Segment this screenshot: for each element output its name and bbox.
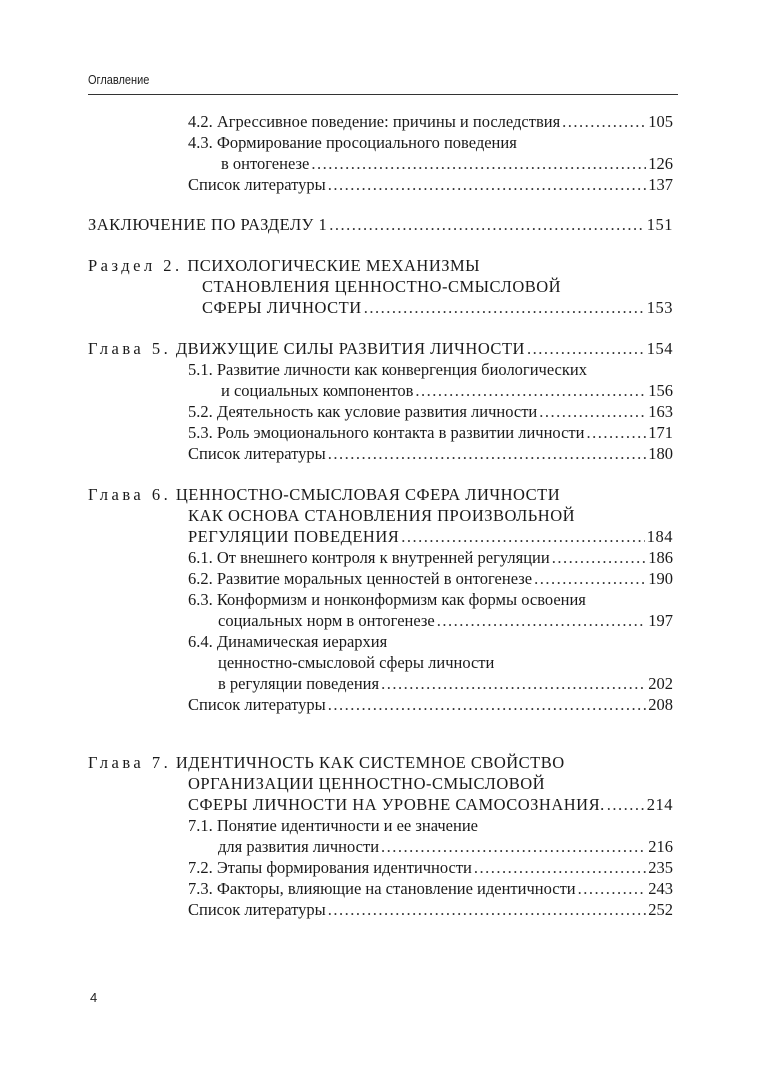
- page-ref: 153: [646, 298, 673, 317]
- leader-dots: [552, 547, 647, 568]
- leader-dots: [437, 610, 647, 631]
- running-head-title: Оглавление: [88, 73, 150, 87]
- leader-dots: [364, 297, 645, 318]
- toc-entry-6-4-cont[interactable]: в регуляции поведения ..... 202: [218, 673, 673, 694]
- leader-dots: [527, 338, 645, 359]
- toc-entry-chapter-5[interactable]: Глава 5. ДВИЖУЩИЕ СИЛЫ РАЗВИТИЯ ЛИЧНОСТИ ..... 154: [88, 338, 673, 359]
- page-ref: 197: [648, 611, 673, 630]
- leader-dots: [586, 422, 646, 443]
- page-ref: 154: [646, 339, 673, 358]
- toc-entry-7-3[interactable]: 7.3. Факторы, влияющие на становление идентичности ..... 243: [188, 878, 673, 899]
- toc-entry-4-3[interactable]: 4.3. Формирование просоциального поведения: [188, 133, 517, 152]
- leader-dots: [328, 899, 647, 920]
- toc-entry-chapter-6[interactable]: Глава 6. ЦЕННОСТНО-СМЫСЛОВАЯ СФЕРА ЛИЧНОСТИ: [88, 485, 561, 504]
- leader-dots: [381, 673, 646, 694]
- leader-dots: [474, 857, 646, 878]
- leader-dots: [329, 214, 645, 235]
- toc-entry-6-4[interactable]: 6.4. Динамическая иерархия: [188, 632, 388, 651]
- page-ref: 235: [648, 858, 673, 877]
- toc-entry-section-2[interactable]: Раздел 2. ПСИХОЛОГИЧЕСКИЕ МЕХАНИЗМЫ: [88, 256, 481, 275]
- toc-entry-ch7-references[interactable]: Список литературы ..... 252: [188, 899, 673, 920]
- toc-entry-chapter-7[interactable]: Глава 7. ИДЕНТИЧНОСТЬ КАК СИСТЕМНОЕ СВОЙСТВО: [88, 753, 565, 772]
- toc-entry-chapter-6-cont[interactable]: КАК ОСНОВА СТАНОВЛЕНИЯ ПРОИЗВОЛЬНОЙ: [188, 506, 576, 525]
- page-ref: 156: [648, 381, 673, 400]
- page-ref: 151: [646, 215, 673, 234]
- toc-entry-conclusion-section-1[interactable]: ЗАКЛЮЧЕНИЕ ПО РАЗДЕЛУ 1 ..... 151: [88, 214, 673, 235]
- toc-entry-chapter-6-cont[interactable]: РЕГУЛЯЦИИ ПОВЕДЕНИЯ ..... 184: [188, 526, 673, 547]
- toc-entry-ch6-references[interactable]: Список литературы ..... 208: [188, 694, 673, 715]
- section-label: Раздел 2.: [88, 256, 183, 275]
- chapter-label: Глава 7.: [88, 753, 172, 772]
- toc-entry-6-3-cont[interactable]: социальных норм в онтогенезе ..... 197: [218, 610, 673, 631]
- leader-dots: [539, 401, 646, 422]
- toc-entry-4-3-cont[interactable]: в онтогенезе ..... 126: [221, 153, 673, 174]
- toc-entry-ch5-references[interactable]: Список литературы ..... 180: [188, 443, 673, 464]
- page-ref: 214: [646, 795, 673, 814]
- page-ref: 137: [648, 175, 673, 194]
- toc-entry-7-2[interactable]: 7.2. Этапы формирования идентичности ..... 235: [188, 857, 673, 878]
- toc-entry-6-2[interactable]: 6.2. Развитие моральных ценностей в онтогенезе ..... 190: [188, 568, 673, 589]
- leader-dots: [311, 153, 646, 174]
- toc-entry-chapter-7-cont[interactable]: ОРГАНИЗАЦИИ ЦЕННОСТНО-СМЫСЛОВОЙ: [188, 774, 546, 793]
- page-ref: 216: [648, 837, 673, 856]
- toc-entry-5-1-cont[interactable]: и социальных компонентов ..... 156: [221, 380, 673, 401]
- toc-entry-5-3[interactable]: 5.3. Роль эмоционального контакта в развитии личности ..... 171: [188, 422, 673, 443]
- page-ref: 243: [648, 879, 673, 898]
- page-number: 4: [90, 990, 98, 1005]
- page-ref: 105: [648, 112, 673, 131]
- toc-entry-6-1[interactable]: 6.1. От внешнего контроля к внутренней регуляции ..... 186: [188, 547, 673, 568]
- toc-entry-5-2[interactable]: 5.2. Деятельность как условие развития личности ..... 163: [188, 401, 673, 422]
- toc-entry-5-1[interactable]: 5.1. Развитие личности как конвергенция биологических: [188, 360, 587, 379]
- chapter-label: Глава 6.: [88, 485, 172, 504]
- leader-dots: [328, 443, 647, 464]
- page-ref: 171: [648, 423, 673, 442]
- page-ref: 126: [648, 154, 673, 173]
- page-ref: 163: [648, 402, 673, 421]
- toc-entry-4-2[interactable]: 4.2. Агрессивное поведение: причины и последствия ..... 105: [188, 111, 673, 132]
- toc-entry-section-2-cont[interactable]: СТАНОВЛЕНИЯ ЦЕННОСТНО-СМЫСЛОВОЙ: [202, 277, 562, 296]
- leader-dots: [534, 568, 646, 589]
- toc-entry-7-1[interactable]: 7.1. Понятие идентичности и ее значение: [188, 816, 478, 835]
- page-ref: 202: [648, 674, 673, 693]
- toc-entry-6-3[interactable]: 6.3. Конформизм и нонконформизм как формы освоения: [188, 590, 586, 609]
- leader-dots: [607, 794, 645, 815]
- leader-dots: [562, 111, 646, 132]
- toc-entry-ch4-references[interactable]: Список литературы ..... 137: [188, 174, 673, 195]
- toc-entry-6-4-cont[interactable]: ценностно-смысловой сферы личности: [218, 653, 495, 672]
- page-ref: 190: [648, 569, 673, 588]
- chapter-label: Глава 5.: [88, 339, 172, 358]
- toc-entry-section-2-cont[interactable]: СФЕРЫ ЛИЧНОСТИ ..... 153: [202, 297, 673, 318]
- page-ref: 252: [648, 900, 673, 919]
- page-ref: 184: [646, 527, 673, 546]
- leader-dots: [381, 836, 646, 857]
- leader-dots: [415, 380, 646, 401]
- toc-entry-chapter-7-cont[interactable]: СФЕРЫ ЛИЧНОСТИ НА УРОВНЕ САМОСОЗНАНИЯ. ..... 214: [188, 794, 673, 815]
- page-ref: 208: [648, 695, 673, 714]
- page-ref: 186: [648, 548, 673, 567]
- leader-dots: [328, 174, 647, 195]
- page-ref: 180: [648, 444, 673, 463]
- leader-dots: [401, 526, 644, 547]
- leader-dots: [328, 694, 647, 715]
- toc-entry-7-1-cont[interactable]: для развития личности ..... 216: [218, 836, 673, 857]
- leader-dots: [578, 878, 647, 899]
